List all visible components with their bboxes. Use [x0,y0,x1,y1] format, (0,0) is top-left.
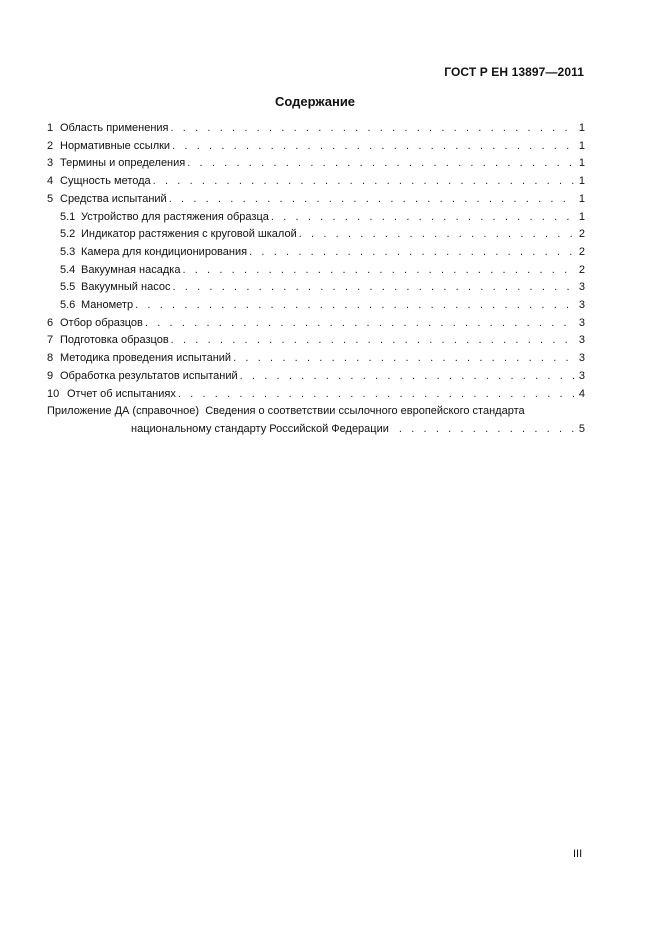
toc-entry-number: 10 [47,387,60,400]
toc-entry-page: 5 [578,422,585,435]
toc-leader-dots [145,315,575,333]
toc-entry-6[interactable] [47,315,585,333]
toc-entry-5-3[interactable] [47,244,585,262]
toc-leader-dots [271,209,575,227]
toc-entry-page: 3 [578,316,585,329]
toc-entry-number: 5 [47,192,54,205]
toc-entry-number: 9 [47,369,54,382]
toc-leader-dots [178,386,575,404]
toc-entry-page: 1 [578,157,585,170]
toc-entry-5-5[interactable] [47,279,585,297]
toc-entry-title: Средства испытаний [60,192,167,205]
toc-entry-page: 3 [578,299,585,312]
toc-entry-5-2[interactable] [47,226,585,244]
toc-leader-dots [172,279,575,297]
toc-entry-8[interactable] [47,350,585,368]
toc-leader-dots [187,155,575,173]
toc-leader-dots [240,368,575,386]
toc-entry-number: 7 [47,334,54,347]
toc-entry-3[interactable] [47,155,585,173]
toc-entry-number: 5.4 [60,263,76,276]
toc-entry-7[interactable] [47,332,585,350]
toc-entry-number: 1 [47,122,54,134]
toc-entry-number: 2 [47,139,54,152]
toc-entry-title: Отчет об испытаниях [67,387,176,400]
page-number: III [573,848,583,860]
toc-title: Содержание [274,94,356,109]
toc-entry-title: Сущность метода [60,175,151,188]
toc-entry-title: Отбор образцов [60,316,143,329]
toc-entry-number: 5.1 [60,210,76,223]
toc-entry-page: 3 [578,352,585,365]
toc-leader-dots [171,120,576,138]
toc-entry-annex[interactable] [47,403,585,438]
toc-leader-dots [135,297,575,315]
document-code: ГОСТ Р ЕН 13897—2011 [444,65,584,79]
toc-entry-title: Камера для кондиционирования [81,245,248,258]
toc-entry-title: Подготовка образцов [60,334,169,347]
toc-entry-number: 5.2 [60,228,76,241]
toc-entry-page: 1 [578,122,585,134]
toc-leader-dots [171,332,575,350]
toc-entry-page: 4 [578,387,585,400]
toc-entry-number: 5.3 [60,245,76,258]
toc-entry-page: 2 [578,263,585,276]
toc-leader-dots [153,173,575,191]
toc-leader-dots [249,244,575,262]
toc-entry-title: Индикатор растяжения с круговой шкалой [81,228,297,241]
toc-entry-page: 3 [578,334,585,347]
toc-entry-5[interactable] [47,191,585,209]
toc-entry-page: 1 [578,192,585,205]
toc-entry-page: 1 [578,210,585,223]
toc-entry-page: 2 [578,228,585,241]
toc-entry-title: Нормативные ссылки [60,139,171,152]
toc-leader-dots [233,350,575,368]
toc-entry-title: Методика проведения испытаний [60,352,232,365]
toc-entry-10[interactable] [47,386,585,404]
toc-entry-title: Область применения [60,122,169,134]
toc-entry-1[interactable] [47,120,585,138]
toc-entry-number: 8 [47,352,54,365]
toc-entry-number: 6 [47,316,54,329]
toc-entry-number: 4 [47,175,54,188]
annex-label: Приложение ДА (справочное) [47,405,200,418]
toc-entry-4[interactable] [47,173,585,191]
toc-entry-2[interactable] [47,138,585,156]
toc-entry-title: Термины и определения [60,157,186,170]
toc-entry-title: Вакуумный насос [81,281,171,294]
toc-entry-number: 5.6 [60,299,76,312]
toc-leader-dots [182,262,575,280]
toc-entry-5-4[interactable] [47,262,585,280]
toc-entry-page: 2 [578,245,585,258]
toc-entry-title: Обработка результатов испытаний [60,369,238,382]
toc-entry-page: 3 [578,369,585,382]
toc-entry-number: 3 [47,157,54,170]
toc-entry-5-1[interactable] [47,209,585,227]
toc-entry-title: Устройство для растяжения образца [81,210,269,223]
toc-entry-page: 1 [578,175,585,188]
annex-title-line2: национальному стандарту Российской Федерации [131,422,389,435]
toc-entry-page: 3 [578,281,585,294]
toc-entry-5-6[interactable] [47,297,585,315]
toc-leader-dots [169,191,575,209]
toc-entry-9[interactable] [47,368,585,386]
toc-entry-title: Манометр [81,299,134,312]
toc-entry-title: Вакуумная насадка [81,263,181,276]
toc-leader-dots [172,138,575,156]
annex-title-line1: Сведения о соответствии ссылочного европейского стандарта [205,405,525,418]
toc-entry-page: 1 [578,139,585,152]
table-of-contents [47,120,585,439]
annex-second-line [47,421,585,439]
toc-entry-number: 5.5 [60,281,76,294]
toc-leader-dots [399,421,575,439]
annex-first-line [47,403,585,421]
toc-leader-dots [299,226,575,244]
